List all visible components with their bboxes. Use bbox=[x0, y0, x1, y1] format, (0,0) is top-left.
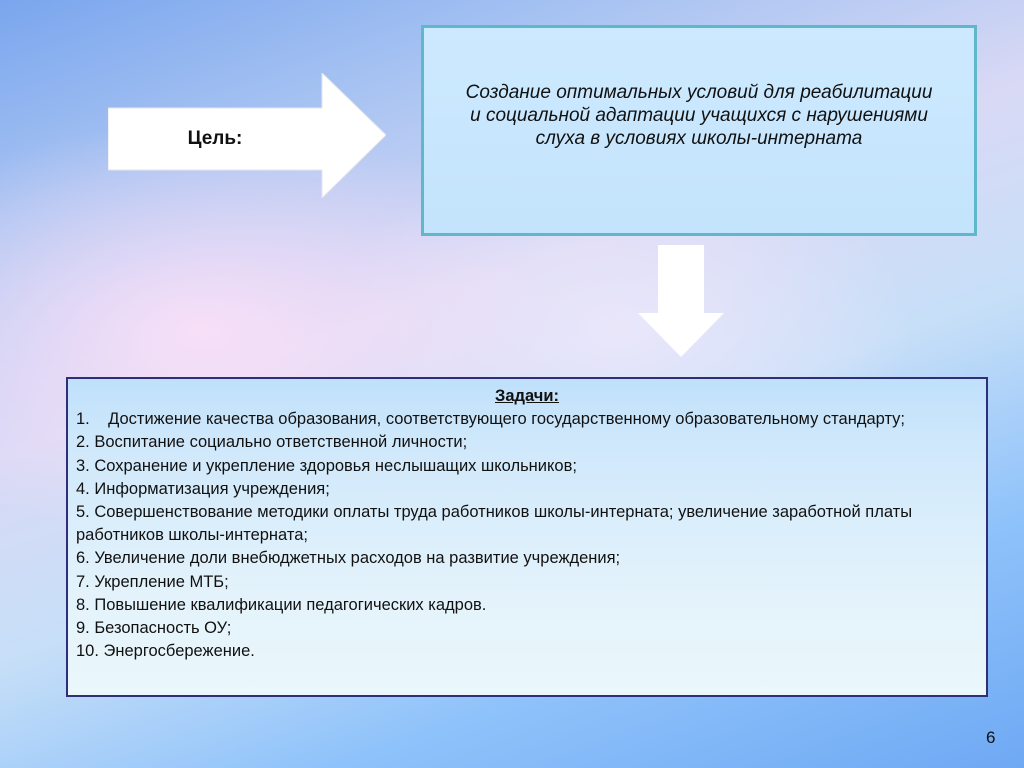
task-item: 1. Достижение качества образования, соответствующего государственному образовательному стандарту; bbox=[76, 410, 906, 429]
task-item: 4. Информатизация учреждения; bbox=[76, 479, 330, 498]
task-item: 8. Повышение квалификации педагогических кадров. bbox=[76, 595, 487, 614]
task-item: 2. Воспитание социально ответственной личности; bbox=[76, 433, 468, 452]
goal-box bbox=[421, 25, 977, 236]
task-item: 10. Энергосбережение. bbox=[76, 642, 255, 661]
tasks-box bbox=[66, 377, 988, 697]
tasks-list bbox=[76, 408, 978, 663]
task-item: 5. Совершенствование методики оплаты труда работников школы-интерната; увеличение заработной платы работников школы-интерната; bbox=[76, 503, 913, 545]
goal-label: Цель: bbox=[187, 128, 243, 149]
tasks-title: Задачи: bbox=[495, 387, 559, 405]
task-item: 7. Укрепление МТБ; bbox=[76, 572, 229, 591]
down-arrow-icon bbox=[638, 245, 724, 357]
task-item: 9. Безопасность ОУ; bbox=[76, 619, 232, 638]
goal-text: Создание оптимальных условий для реабилитации и социальной адаптации учащихся с нарушениями слуха в условиях школы-интерната bbox=[465, 82, 933, 149]
task-item: 6. Увеличение доли внебюджетных расходов на развитие учреждения; bbox=[76, 549, 621, 568]
page-number: 6 bbox=[986, 728, 996, 747]
task-item: 3. Сохранение и укрепление здоровья неслышащих школьников; bbox=[76, 456, 577, 475]
